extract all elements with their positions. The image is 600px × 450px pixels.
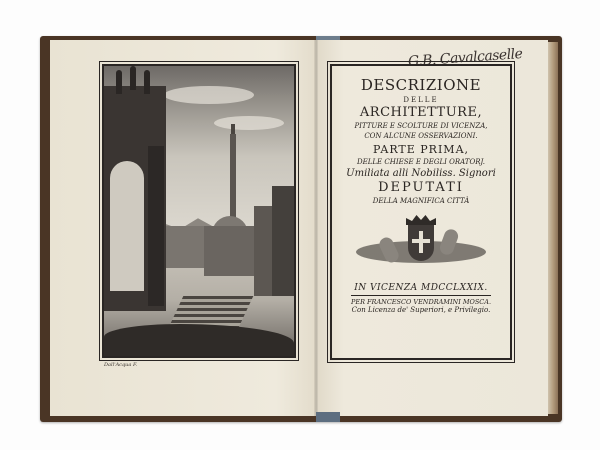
dedicatee-line: DEPUTATI: [378, 180, 464, 195]
basilica: [204, 226, 256, 276]
part-line: PARTE PRIMA,: [372, 143, 470, 156]
left-page: [50, 40, 316, 416]
title-line: ARCHITETTURE,: [359, 105, 483, 120]
spine-bottom: [316, 412, 340, 422]
title-line: DESCRIZIONE: [360, 76, 482, 94]
book: [40, 36, 562, 422]
statue: [144, 70, 150, 94]
subtitle-line: DELLE CHIESE E DEGLI ORATORJ.: [357, 158, 485, 166]
arch-pillar: [148, 146, 164, 306]
engraver-credit: Dall'Acqua F.: [104, 362, 138, 368]
subtitle-line: CON ALCUNE OSSERVAZIONI.: [364, 132, 478, 140]
frontispiece-engraving: [102, 64, 296, 358]
right-page: [316, 40, 548, 416]
title-frame: [330, 64, 512, 360]
imprint-place-date: IN VICENZA MDCCLXXIX.: [354, 283, 488, 293]
cloud: [164, 86, 254, 104]
owner-signature: G.B. Cavalcaselle: [407, 46, 523, 70]
coat-of-arms-emblem: [356, 211, 486, 277]
imprint-license: Con Licenza de' Superiori, e Privilegio.: [351, 306, 491, 314]
dedicatee-sub-line: DELLA MAGNIFICA CITTÀ: [372, 197, 470, 205]
dedication-line: Umiliata alli Nobiliss. Signori: [346, 168, 496, 179]
cross-icon: [412, 239, 430, 243]
temple-facade: [272, 186, 294, 296]
statue: [116, 70, 122, 94]
gutter: [314, 40, 318, 416]
statue: [130, 66, 136, 90]
crown-icon: [406, 215, 436, 225]
building: [166, 226, 206, 268]
imprint-publisher: PER FRANCESCO VENDRAMINI MOSCA.: [350, 298, 492, 306]
divider: [351, 295, 491, 296]
cloud: [214, 116, 284, 130]
title-line: DELLE: [403, 96, 439, 104]
subtitle-line: PITTURE E SCOLTURE DI VICENZA,: [354, 122, 488, 130]
fore-edge: [548, 42, 558, 414]
arch-opening: [110, 161, 144, 291]
